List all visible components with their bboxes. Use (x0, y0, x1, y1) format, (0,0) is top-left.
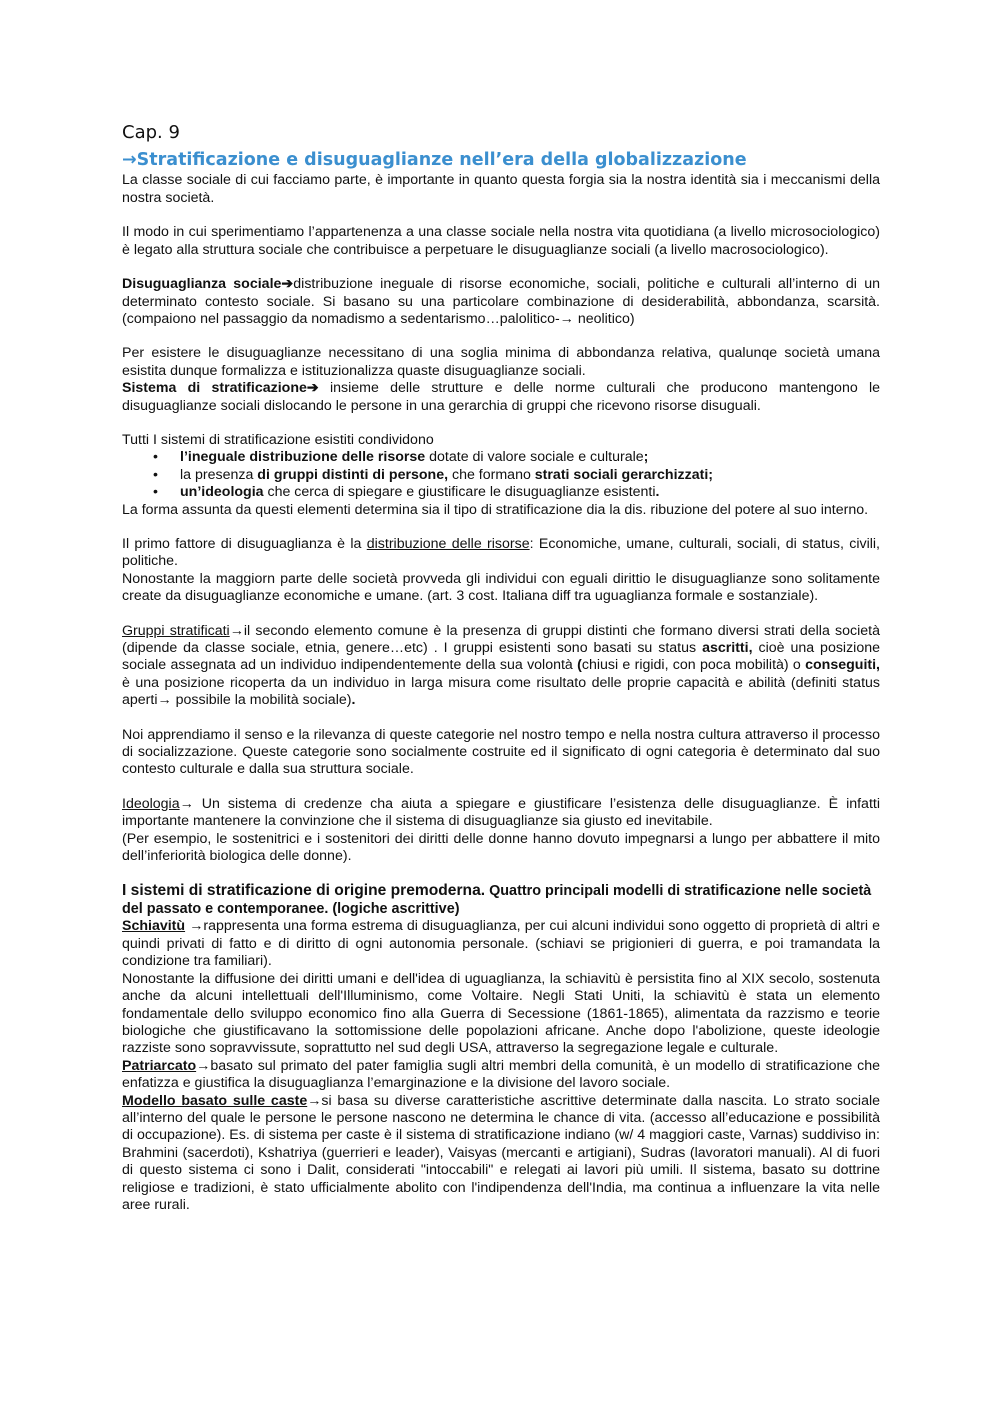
paragraph-ideologia (122, 796, 880, 831)
underlined-term: Schiavitù (122, 918, 186, 935)
paragraph-disuguaglianza (122, 276, 880, 328)
underlined-term: Patriarcato (122, 1057, 197, 1074)
paragraph-patriarcato (122, 1058, 880, 1093)
text: . (351, 692, 356, 709)
heading-premoderna (122, 882, 880, 918)
list-item (180, 467, 880, 484)
paragraph-schiavitu (122, 918, 880, 970)
paragraph-schiavitu-storia: Nonostante la diffusione dei diritti umani e dell'idea di uguaglianza, la schiavitù è persistita fino al XIX secolo, sostenuta anche da alcuni intellettuali dell'Illuminismo, come Voltaire. Negli Stati Uniti, la schiavitù è stata un elemento fondamentale dello sviluppo economico fino alla Guerra di Secessione (1861-1865), alimentata da razzismo e teorie biologiche che giustificavano la sottomissione delle popolazioni africane. Anche dopo l'abolizione, queste ideologie razziste sono sopravvissute, soprattutto nel sud degli USA, attraverso la segregazione legale e culturale. (122, 970, 880, 1057)
text: cioè una posizione sociale assegnata ad un individuo indipendentemente della sua volontà (122, 640, 880, 674)
bold-term: ascritti, (702, 640, 753, 656)
paragraph-soglia: Per esistere le disuguaglianze necessitano di una soglia minima di abbondanza relativa, qualunqe società umana esistita dunque formalizza e istituzionalizza quaste disuguaglianze sociali. (122, 345, 880, 379)
paragraph-primo-fattore (122, 536, 880, 571)
definition-text: distribuzione ineguale di risorse economiche, sociali, politiche e culturali all’interno di un determinato contesto sociale. Si basano su una particolare combinazione di desiderabilità, abbondanza, scarsità. (compaiono nel passaggio da nomadismo a sedentarismo…palolitico-→ neolitico) (122, 276, 880, 327)
paragraph-caste (122, 1093, 880, 1215)
text: è una posizione ricoperta da un individuo in larga misura come risultato delle proprie capacità e abilità (definiti status aperti→ possibile la mobilità sociale) (122, 674, 880, 709)
list-item (180, 449, 880, 466)
term-sistema-stratificazione: Sistema di stratificazione (122, 380, 307, 397)
paragraph-condividono: Tutti I sistemi di stratificazione esistiti condividono (122, 431, 434, 448)
arrow-icon: ➔ (306, 380, 319, 397)
bullet-text: dotate di valore sociale e culturale (425, 449, 644, 466)
bold-term: conseguiti, (805, 657, 880, 674)
text: →rappresenta una forma estrema di disuguaglianza, per cui alcuni individui sono oggetto di proprietà di altri e quindi privati di fatto e di diritto di ogni autonomia personale. (schiavi se prigionieri di guerra, e poi tramandata la condizione tra familiari). (122, 918, 880, 970)
text: Il primo fattore di disuguaglianza è la (122, 535, 367, 552)
underlined-term: distribuzione delle risorse (366, 535, 530, 552)
term-disuguaglianza-sociale: Disuguaglianza sociale (122, 276, 282, 293)
paragraph-nonostante: Nonostante la maggiorn parte delle società provveda gli individui con eguali dirittio le disuguaglianze sono solitamente create da disuguaglianze economiche e umane. (art. 3 cost. Italiana diff tra uguaglianza formale e sostanziale). (122, 570, 880, 605)
bullet-list (122, 449, 880, 501)
arrow-icon: → (229, 622, 244, 639)
text: →basato sul primato del pater famiglia sugli altri membri della comunità, è un modello di stratificazione che enfatizza e giustifica la disuguaglianza l’emarginazione e la divisione del lavoro sociale. (122, 1057, 880, 1092)
bullet-bold: di gruppi distinti di persone, (257, 466, 449, 483)
underlined-term: Ideologia (122, 795, 180, 812)
text: →si basa su diverse caratteristiche ascrittive determinate dalla nascita. Lo strato sociale all’interno del quale le persone le persone nascono ne determina le chance di vita. (accesso all’educazione e possibilità di occupazione). Es. di sistema per caste è il sistema di stratificazione indiano (w/ 4 maggiori caste, Varnas) suddiviso in: Brahmini (sacerdoti), Kshatriya (guerrieri e leader), Vaisyas (mercanti e artigiani), Sudras (lavoratori manuali). Al di fuori di questo sistema ci sono i Dalit, considerati "intoccabili" e relegati ai lavori più umili. Il sistema, basato su dottrine religiose e tradizioni, è stato ufficialmente abolito con l'indipendenza dell'India, ma continua a influenzare la vita nelle aree rurali. (122, 1092, 880, 1213)
text: chiusi e rigidi, con poca mobilità) o (581, 657, 806, 674)
paragraph-micro-macro: Il modo in cui sperimentiamo l’appartenenza a una classe sociale nella nostra vita quotidiana (a livello microsociologico) è legato alla struttura sociale che contribuisce a perpetuare le disuguaglianze sociali (a livello macrosociologico). (122, 224, 880, 258)
paragraph-socializzazione: Noi apprendiamo il senso e la rilevanza di queste categorie nel nostro tempo e nella nostra cultura attraverso il processo di socializzazione. Queste categorie sono socialmente costruite ed il significato di ogni categoria è determinato dal suo contesto culturale e dalla sua struttura sociale. (122, 726, 880, 778)
bullet-text: che cerca di spiegare e giustificare le disuguaglianze esistenti (263, 484, 656, 501)
bullet-bold: l’ineguale distribuzione delle risorse (180, 449, 426, 466)
heading-sub: Quattro principali modelli di stratificazione nelle società del passato e contemporanee. (logiche ascrittive) (122, 883, 872, 918)
text: il secondo elemento comune è la presenza di gruppi distinti che formano diversi strati della società (dipende da classe sociale, etnia, genere…etc) . I gruppi esistenti sono basati su status (122, 622, 880, 656)
bullet-text: la presenza (180, 466, 258, 483)
chapter-label: Cap. 9 (122, 122, 180, 143)
paragraph-sistema (122, 380, 880, 415)
list-item (180, 484, 880, 501)
paragraph-intro: La classe sociale di cui facciamo parte, è importante in quanto questa forgia sia la nostra identità sia i meccanismi della nostra società. (122, 172, 880, 206)
bullet-text: che formano (448, 466, 535, 483)
text: ( (577, 657, 582, 674)
bullet-end: ; (643, 449, 649, 466)
paragraph-esempio: (Per esempio, le sostenitrici e i sostenitori dei diritti delle donne hanno dovuto impegnarsi a lungo per abbattere il mito dell’inferiorità biologica delle donne). (122, 830, 880, 865)
underlined-term: Gruppi stratificati (122, 622, 230, 639)
paragraph-gruppi (122, 623, 880, 710)
text: → Un sistema di credenze cha aiuta a spiegare e giustificare l’esistenza delle disuguaglianze. È infatti importante mantenere la convinzione che il sistema di disuguaglianze sia giusto ed inevitabile. (122, 795, 880, 830)
heading-main: I sistemi di stratificazione di origine premoderna. (122, 882, 486, 900)
bullet-bold: un’ideologia (180, 484, 264, 501)
definition-text: insieme delle strutture e delle norme culturali che producono mantengono le disuguaglianze sociali dislocando le persone in una gerarchia di gruppi che ricevono risorse disuguali. (122, 380, 880, 414)
section-title: →Stratificazione e disuguaglianze nell’era della globalizzazione (122, 149, 747, 170)
arrow-icon: ➔ (281, 276, 294, 293)
bullet-end: . (655, 484, 660, 501)
underlined-term: Modello basato sulle caste (122, 1092, 308, 1109)
paragraph-forma: La forma assunta da questi elementi determina sia il tipo di stratificazione dia la dis. ribuzione del potere al suo interno. (122, 501, 869, 518)
text: : Economiche, umane, culturali, sociali, di status, civili, politiche. (122, 535, 880, 570)
bullet-bold: strati sociali gerarchizzati; (534, 466, 713, 483)
